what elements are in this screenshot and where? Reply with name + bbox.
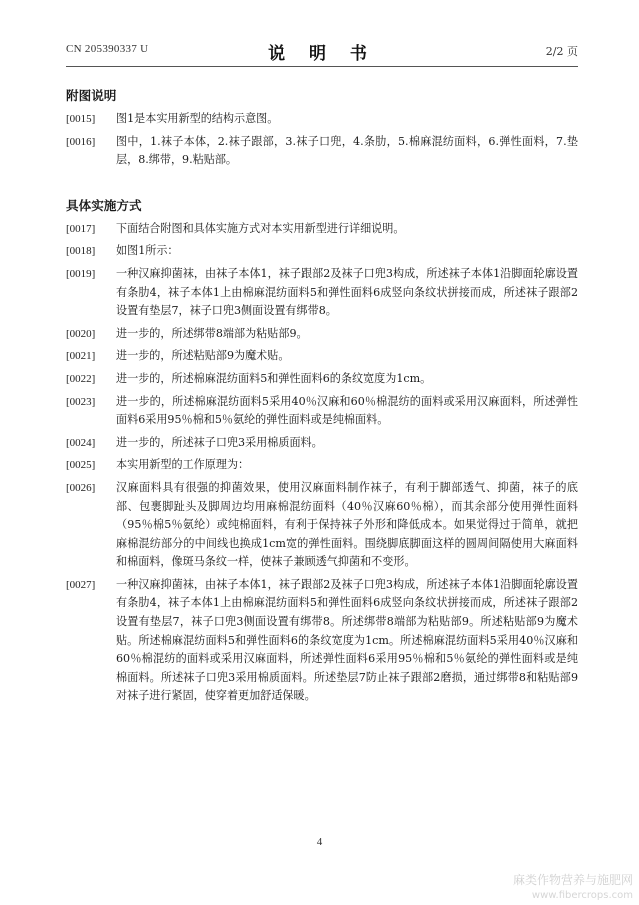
- paragraph-number: [0019]: [66, 267, 96, 280]
- paragraph-text: 进一步的，所述袜子口兜3采用棉质面料。: [116, 435, 323, 449]
- paragraph: [66, 265, 578, 321]
- page-indicator: 2/2 页: [545, 45, 578, 58]
- paragraph-text: 进一步的，所述粘贴部9为魔术贴。: [116, 349, 290, 363]
- page-title: 说 明 书: [268, 44, 376, 64]
- page-number: 4: [316, 836, 323, 848]
- paragraph-number: [0025]: [66, 459, 96, 472]
- paragraph-text: 图中，1.袜子本体，2.袜子跟部，3.袜子口兜，4.条肋，5.棉麻混纺面料，6.弹性面料，7.垫层，8.绑带，9.粘贴部。: [116, 134, 578, 167]
- paragraph: [66, 110, 578, 129]
- paragraph: [66, 576, 578, 706]
- watermark-text: 麻类作物营养与施肥网: [512, 873, 633, 887]
- section-embodiment: [66, 220, 578, 706]
- watermark-url: www.fibercrops.com: [531, 890, 633, 901]
- paragraph: [66, 479, 578, 572]
- paragraph-number: [0027]: [66, 578, 96, 591]
- paragraph-number: [0018]: [66, 245, 96, 258]
- paragraph-text: 如图1所示：: [116, 244, 179, 258]
- paragraph-text: 下面结合附图和具体实施方式对本实用新型进行详细说明。: [116, 221, 405, 235]
- paragraph-text: 图1是本实用新型的结构示意图。: [116, 112, 279, 125]
- section-heading-figures: 附图说明: [66, 88, 117, 103]
- paragraph-text: 本实用新型的工作原理为：: [116, 458, 250, 472]
- paragraph-text: 汉麻面料具有很强的抑菌效果，使用汉麻面料制作袜子，有利于脚部透气、抑菌，袜子的底部、包裹脚趾头及脚周边均用麻棉混纺面料（40％汉麻60％棉），而其余部分使用弹性面料（95％棉5％氨纶）或纯棉面料，有利于保持袜子外形和降低成本。如果觉得过于简单，就把麻棉混纺部分的中间线也换成1cm宽的弹性面料。围绕脚底脚面这样的圆周间隔使用大麻面料和棉面料，像斑马条纹一样，使袜子兼顾透气抑菌和不变形。: [116, 480, 578, 569]
- paragraph-text: 一种汉麻抑菌袜，由袜子本体1，袜子跟部2及袜子口兜3构成，所述袜子本体1沿脚面轮廓设置有条肋4，袜子本体1上由棉麻混纺面料5和弹性面料6成竖向条纹状拼接而成，所述袜子跟部2设置有垫层7，袜子口兜3侧面设置有绑带8。: [116, 266, 578, 318]
- paragraph-text: 一种汉麻抑菌袜，由袜子本体1，袜子跟部2及袜子口兜3构成，所述袜子本体1沿脚面轮廓设置有条肋4，袜子本体1上由棉麻混纺面料5和弹性面料6成竖向条纹状拼接而成，所述袜子跟部2设置有垫层7，袜子口兜3侧面设置有绑带8。所述绑带8端部为粘贴部9。所述粘贴部9为魔术贴。所述棉麻混纺面料5和弹性面料6的条纹宽度为1cm。所述棉麻混纺面料5采用40％汉麻和60％棉混纺的面料或采用汉麻面料，所述弹性面料6采用95％棉和5％氨纶的弹性面料或是纯棉面料。所述袜子口兜3采用棉质面料。所述垫层7防止袜子跟部2磨损，通过绑带8和粘贴部9对袜子进行紧固，使穿着更加舒适保暖。: [116, 577, 578, 703]
- paragraph-text: 进一步的，所述棉麻混纺面料5采用40％汉麻和60％棉混纺的面料或采用汉麻面料，所述弹性面料6采用95％棉和5％氨纶的弹性面料或是纯棉面料。: [116, 394, 578, 427]
- paragraph-number: [0026]: [66, 481, 96, 494]
- paragraph: [66, 347, 578, 366]
- paragraph-number: [0021]: [66, 350, 96, 363]
- paragraph: [66, 133, 578, 170]
- section-figures: [66, 110, 578, 170]
- paragraph-number: [0016]: [66, 135, 96, 148]
- paragraph-number: [0017]: [66, 222, 96, 235]
- paragraph-text: 进一步的，所述绑带8端部为粘贴部9。: [116, 326, 308, 340]
- paragraph: [66, 393, 578, 430]
- paragraph: [66, 325, 578, 344]
- paragraph-number: [0023]: [66, 395, 96, 408]
- paragraph: [66, 370, 578, 389]
- paragraph-number: [0024]: [66, 436, 96, 449]
- header-rule: [66, 66, 578, 67]
- document-body: [66, 87, 578, 710]
- paragraph-text: 进一步的，所述棉麻混纺面料5和弹性面料6的条纹宽度为1cm。: [116, 371, 432, 385]
- paragraph-number: [0022]: [66, 372, 96, 385]
- paragraph: [66, 456, 578, 475]
- paragraph: [66, 220, 578, 239]
- paragraph-number: [0015]: [66, 113, 96, 125]
- publication-number: CN 205390337 U: [66, 43, 149, 55]
- paragraph: [66, 434, 578, 453]
- paragraph-number: [0020]: [66, 327, 96, 340]
- paragraph: [66, 242, 578, 261]
- section-heading-embodiment: 具体实施方式: [66, 197, 142, 213]
- document-header: [66, 39, 578, 64]
